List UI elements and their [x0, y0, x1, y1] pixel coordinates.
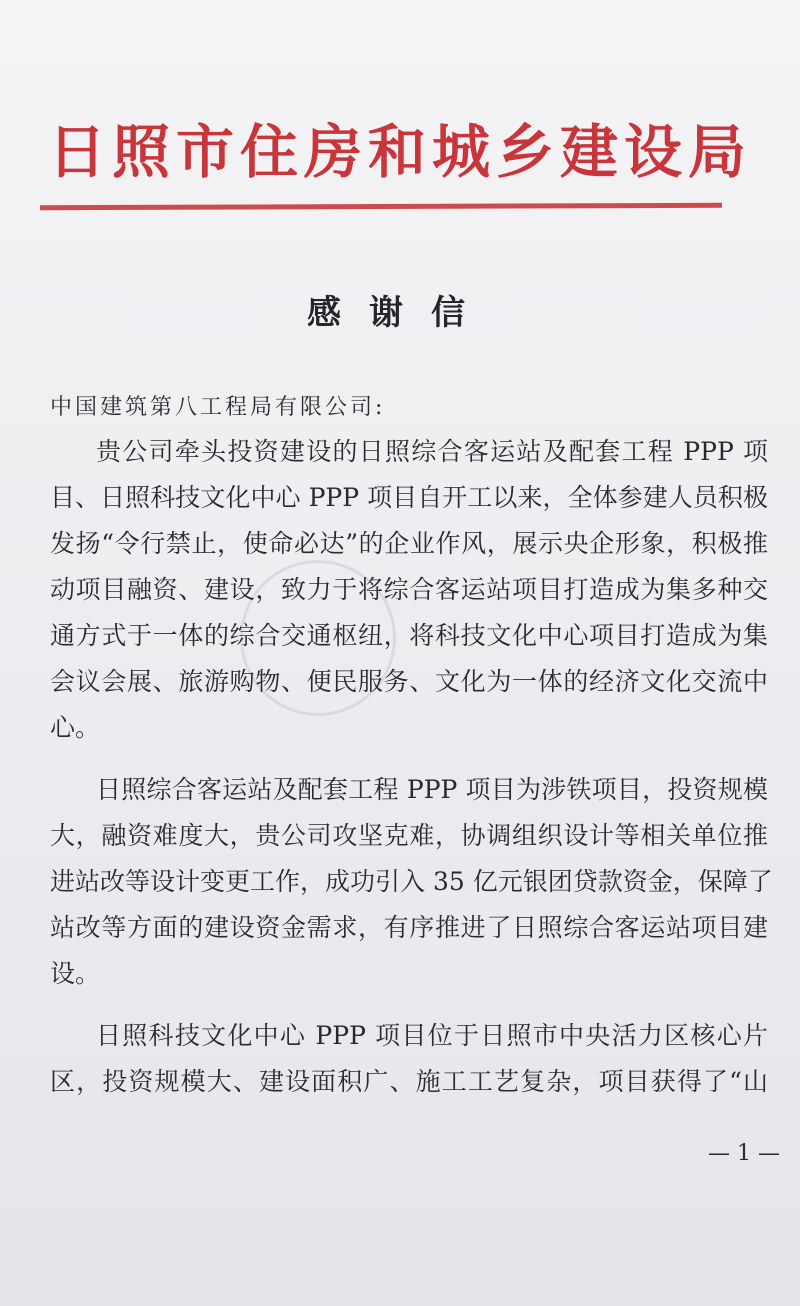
paragraph-1-line: 目、日照科技文化中心 PPP 项目自开工以来，全体参建人员积极: [50, 483, 768, 512]
paragraph-3-line: 日照科技文化中心 PPP 项目位于日照市中央活力区核心片: [96, 1021, 768, 1050]
letter-title: 感谢信: [307, 293, 493, 333]
letterhead-organization: 日照市住房和城乡建设局: [47, 118, 752, 186]
paragraph-1-line: 动项目融资、建设，致力于将综合客运站项目打造成为集多种交: [50, 575, 768, 604]
paragraph-1-line: 贵公司牵头投资建设的日照综合客运站及配套工程 PPP 项: [96, 437, 768, 466]
paragraph-2-line: 大，融资难度大，贵公司攻坚克难，协调组织设计等相关单位推: [50, 821, 768, 850]
paragraph-1-line: 发扬“令行禁止，使命必达”的企业作风，展示央企形象，积极推: [50, 529, 768, 558]
paragraph-2-line: 日照综合客运站及配套工程 PPP 项目为涉铁项目，投资规模: [96, 775, 768, 804]
page-number: — 1 —: [708, 1141, 780, 1166]
paragraph-1-line: 会议会展、旅游购物、便民服务、文化为一体的经济文化交流中: [50, 667, 768, 696]
paragraph-2-line: 进站改等设计变更工作，成功引入 35 亿元银团贷款资金，保障了: [50, 867, 773, 896]
salutation: 中国建筑第八工程局有限公司:: [50, 395, 386, 420]
paragraph-1-line: 通方式于一体的综合交通枢纽，将科技文化中心项目打造成为集: [50, 621, 768, 650]
paragraph-3-line: 区，投资规模大、建设面积广、施工工艺复杂，项目获得了“山: [50, 1067, 768, 1096]
paragraph-2-line: 设。: [50, 959, 101, 988]
paragraph-2-line: 站改等方面的建设资金需求，有序推进了日照综合客运站项目建: [50, 913, 768, 942]
paragraph-1-line: 心。: [50, 713, 101, 742]
letterhead-red-rule: [40, 203, 722, 210]
